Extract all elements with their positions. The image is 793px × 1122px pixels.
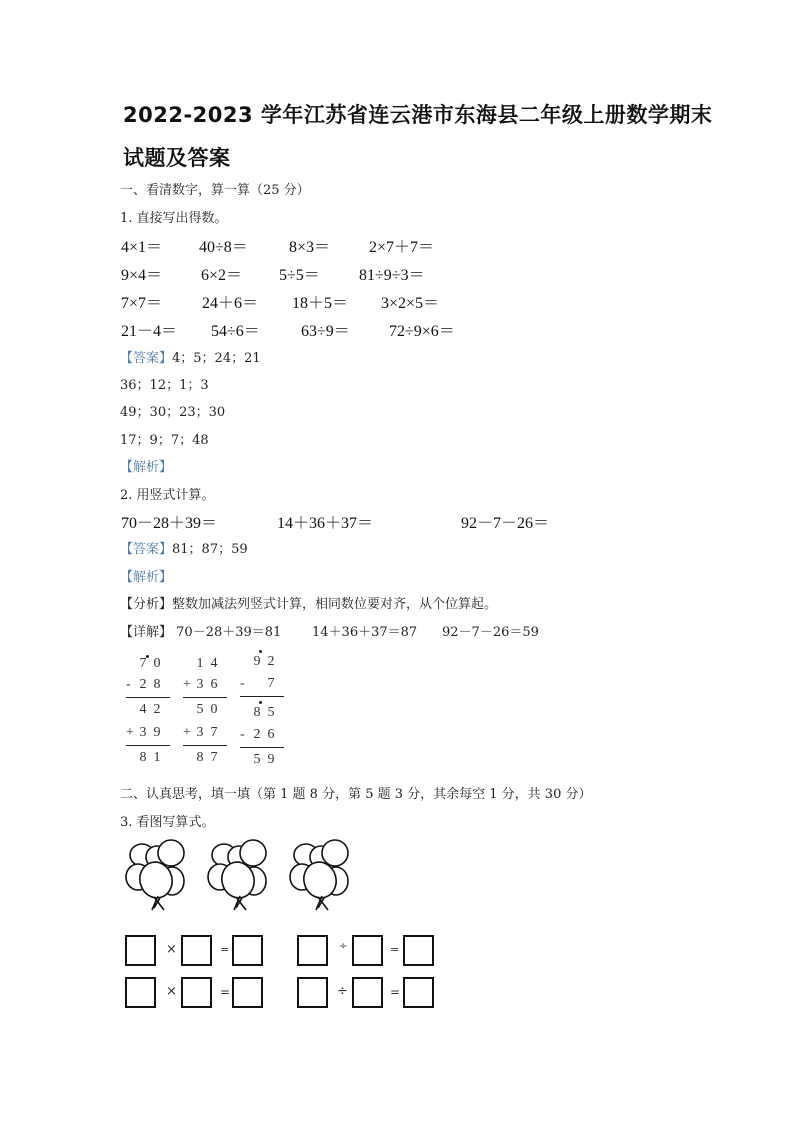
sum-line [240,747,284,748]
answer-box[interactable] [125,935,156,966]
divide-sign: ÷ [339,941,348,952]
times-sign: × [166,942,177,957]
q1-item: 6×2＝ [201,267,243,284]
answer-box[interactable] [125,977,156,1008]
q1-item: 21－4＝ [121,323,178,340]
q2-problem: 70－28＋39＝ [121,515,218,532]
sum-line [126,745,170,746]
answer-box[interactable] [181,935,212,966]
question-1-label: 1. 直接写出得数。 [120,211,228,226]
balloon-bunch-icon [126,840,184,910]
question-2-label: 2. 用竖式计算。 [120,488,215,503]
answer-box[interactable] [403,977,434,1008]
balloon-bunch-icon [290,840,348,910]
xiangjie [120,621,281,640]
times-sign: × [166,984,177,999]
section-2-heading: 二、认真思考，填一填（第 1 题 8 分，第 5 题 3 分，其余每空 1 分，共 30 分） [120,787,592,802]
answer-box[interactable] [352,977,383,1008]
vertical-calc-3: 9 2 - 7 8 5 - 2 6 5 9 [240,650,286,775]
answer-box[interactable] [352,935,383,966]
answer-line: 4；5；24；21 [172,351,261,366]
question-3-label: 3. 看图写算式。 [120,815,215,830]
sum-line [240,696,284,697]
answer-line: 36；12；1；3 [120,378,209,393]
q2-answer [120,538,248,557]
analysis-label: 【解析】 [120,460,173,475]
q1-item: 2×7＋7＝ [369,239,435,256]
sum-line [126,697,170,698]
q2-problem: 92－7－26＝ [461,515,550,532]
fenxi-label: 【分析】 [120,597,173,612]
answer-label: 【答案】 [120,351,173,366]
q1-answer [120,347,261,366]
vertical-calc-2: 1 4 + 3 6 5 0 + 3 7 8 7 [183,655,229,775]
balloon-bunch-icon [208,840,266,910]
answer-box[interactable] [232,977,263,1008]
answer-line: 49；30；23；30 [120,405,226,420]
carry-dot [259,650,262,653]
vertical-calc-1: 7 0 - 2 8 4 2 + 3 9 8 1 [126,655,172,775]
q1-item: 40÷8＝ [199,239,248,256]
balloon-bunches-illustration [120,838,380,914]
fenxi [120,593,497,612]
answer-box[interactable] [181,977,212,1008]
q1-item: 81÷9÷3＝ [359,267,425,284]
q1-item: 18＋5＝ [292,295,349,312]
analysis-label: 【解析】 [120,570,173,585]
xiangjie-item: 92－7－26＝59 [442,625,539,640]
answer-line: 17；9；7；48 [120,433,209,448]
q1-item: 5÷5＝ [279,267,320,284]
answer-box[interactable] [232,935,263,966]
q1-item: 8×3＝ [289,239,331,256]
answer-text: 81；87；59 [172,542,248,557]
q1-item: 63÷9＝ [301,323,350,340]
q2-problem: 14＋36＋37＝ [277,515,374,532]
page-title-line-2: 试题及答案 [123,146,231,170]
q1-item: 7×7＝ [121,295,163,312]
section-1-heading: 一、看清数字，算一算（25 分） [120,183,310,198]
q1-item: 4×1＝ [121,239,163,256]
equals-sign: = [390,985,401,999]
sum-line [183,745,227,746]
answer-box[interactable] [297,977,328,1008]
fenxi-text: 整数加减法列竖式计算，相同数位要对齐，从个位算起。 [172,597,498,612]
equals-sign: = [390,943,400,956]
answer-label: 【答案】 [120,542,173,557]
answer-box[interactable] [403,935,434,966]
q1-item: 24＋6＝ [202,295,259,312]
q1-item: 54÷6＝ [211,323,260,340]
page-title-line-1: 2022-2023 学年江苏省连云港市东海县二年级上册数学期末 [123,103,713,127]
q1-item: 72÷9×6＝ [389,323,455,340]
equals-sign: = [220,943,230,956]
q1-item: 9×4＝ [121,267,163,284]
answer-box[interactable] [297,935,328,966]
xiangjie-item: 70－28＋39＝81 [176,625,282,640]
xiangjie-item: 14＋36＋37＝87 [312,625,418,640]
sum-line [183,697,227,698]
q1-item: 3×2×5＝ [381,295,440,312]
carry-dot [259,701,262,704]
xiangjie-label: 【详解】 [120,625,173,640]
divide-sign: ÷ [337,984,348,999]
equals-sign: = [220,985,231,999]
